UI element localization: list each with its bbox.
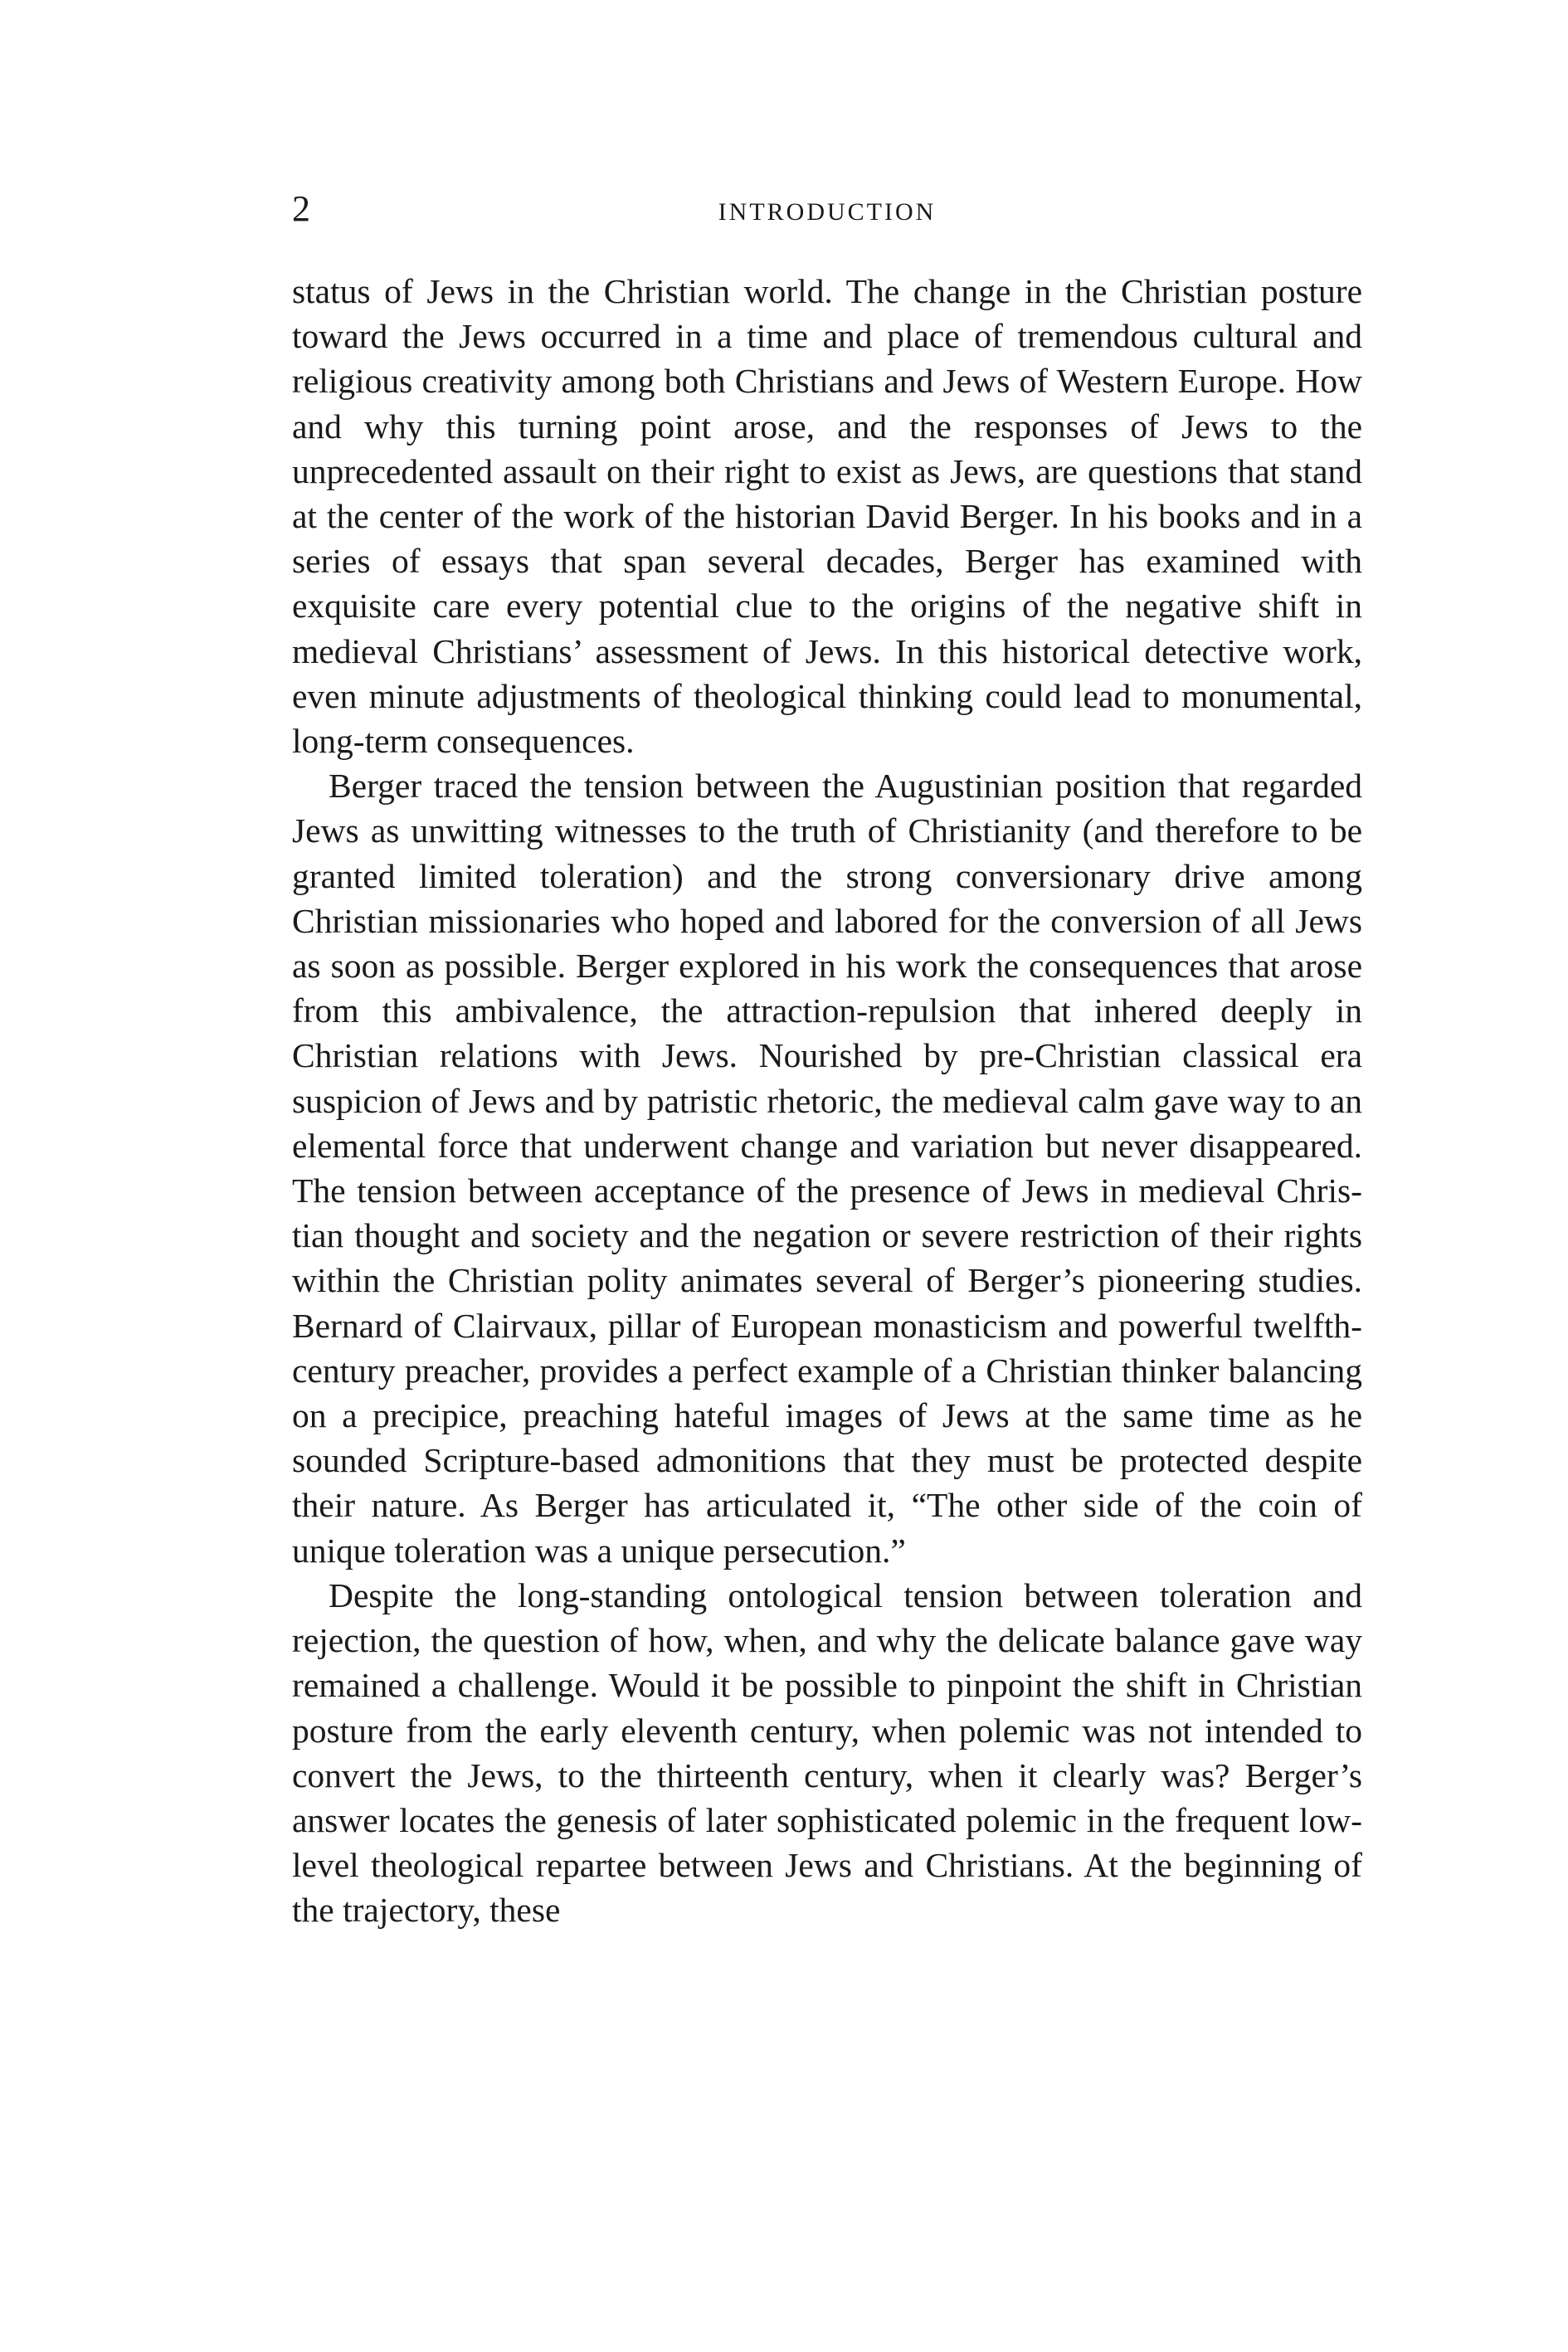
- paragraph-3: Despite the long-standing ontological tension between toleration and rejection, the question of how, when, and why the delicate balance gave way remained a challenge. Would it be possible to pinpoint the shift in Christian posture from the early eleventh century, when polemic was not intended to convert the Jews, to the thirteenth century, when it clearly was? Berger’s answer locates the genesis of later sophisticated polemic in the frequent low-level theological repartee between Jews and Christians. At the beginning of the trajectory, these: [292, 1575, 1362, 1930]
- paragraph-2: Berger traced the tension between the Augustinian position that regarded Jews as unwitting witnesses to the truth of Christianity (and therefore to be granted limited toleration) and the strong conversionary drive among Christian missionaries who hoped and labored for the conversion of all Jews as soon as possible. Berger explored in his work the consequences that arose from this ambivalence, the attraction-repulsion that inhered deeply in Christian relations with Jews. Nourished by pre-Christian classical era suspicion of Jews and by patristic rhetoric, the medieval calm gave way to an elemental force that underwent change and variation but never disappeared. The tension between acceptance of the presence of Jews in medieval Christian thought and society and the negation or severe restriction of their rights within the Christian polity animates several of Berger’s pioneering studies. Bernard of Clairvaux, pillar of European monasticism and powerful twelfth-century preacher, provides a perfect example of a Christian thinker balancing on a precipice, preaching hateful images of Jews at the same time as he sounded Scripture-based admonitions that they must be protected despite their nature. As Berger has articulated it, “The other side of the coin of unique toleration was a unique persecution.”: [292, 767, 1362, 1570]
- running-title: INTRODUCTION: [718, 198, 937, 226]
- body-text: [292, 269, 1362, 1933]
- page-number: 2: [292, 188, 310, 229]
- running-head: [292, 184, 1362, 234]
- paragraph-1: status of Jews in the Christian world. The change in the Christian posture toward the Jews occurred in a time and place of tremendous cultural and religious creativity among both Christians and Jews of Western Europe. How and why this turning point arose, and the responses of Jews to the unprecedented assault on their right to exist as Jews, are questions that stand at the center of the work of the historian David Berger. In his books and in a series of essays that span several decades, Berger has examined with exquisite care every potential clue to the origins of the negative shift in medieval Christians’ assessment of Jews. In this historical detective work, even minute adjustments of theological thinking could lead to monumental, long-term consequences.: [292, 272, 1362, 761]
